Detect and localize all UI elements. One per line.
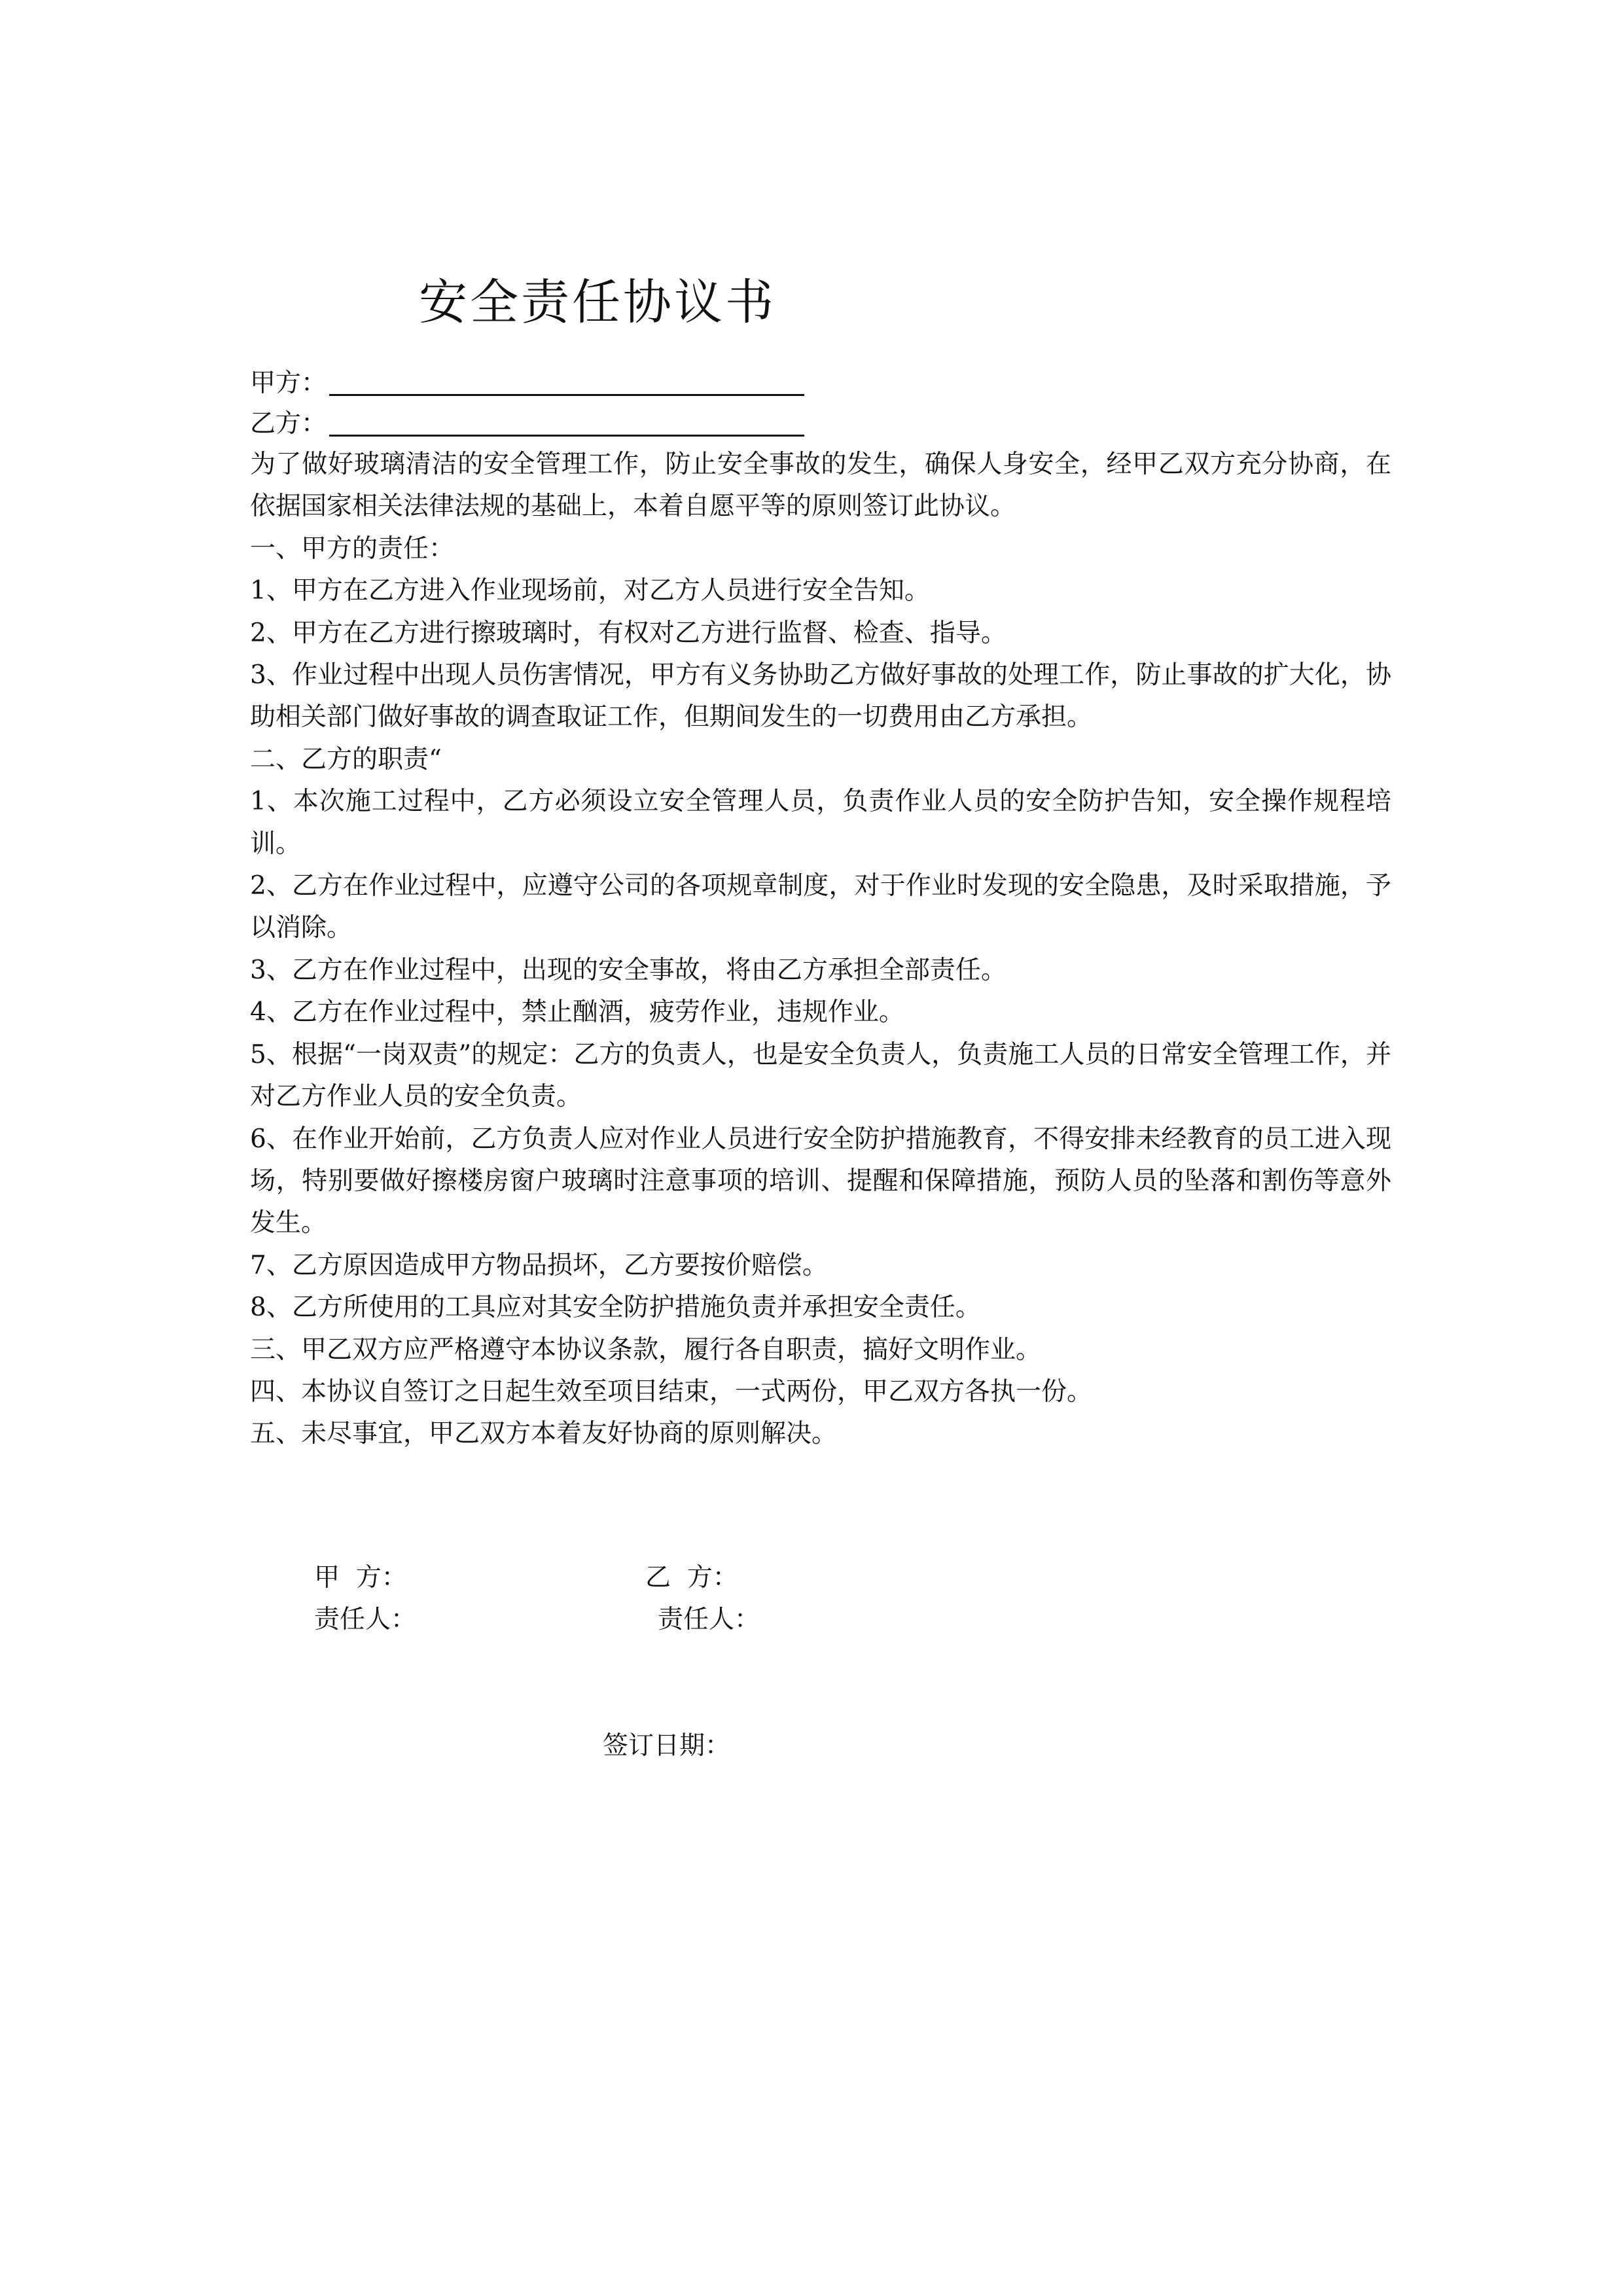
clause-b-7: 7、乙方原因造成甲方物品损坏，乙方要按价赔偿。 [250,1250,828,1280]
signing-date: 签订日期： [603,1731,731,1761]
party-a-label: 甲方： [250,368,327,398]
party-b-blank [329,406,804,437]
section-heading-party-a: 一、甲方的责任： [250,533,455,564]
clause-b-2: 2、乙方在作业过程中，应遵守公司的各项规章制度，对于作业时发现的安全隐患，及时采取措施，予以消除。 [250,871,1391,943]
clause-b-8: 8、乙方所使用的工具应对其安全防护措施负责并承担安全责任。 [250,1293,981,1323]
clause-b-3: 3、乙方在作业过程中，出现的安全事故，将由乙方承担全部责任。 [250,955,1007,985]
preamble-paragraph: 为了做好玻璃清洁的安全管理工作，防止安全事故的发生，确保人身安全，经甲乙双方充分协商，在依据国家相关法律法规的基础上，本着自愿平等的原则签订此协议。 [250,450,1391,522]
signature-party-b: 乙 方： [645,1563,738,1592]
party-b-label: 乙方： [250,409,327,439]
section-heading-party-b: 二、乙方的职责“ [250,744,442,774]
signature-person-b: 责任人： [658,1605,760,1634]
document-title: 安全责任协议书 [419,274,776,331]
party-a-line [250,365,804,396]
section-five: 五、未尽事宜，甲乙双方本着友好协商的原则解决。 [250,1419,838,1449]
clause-a-3: 3、作业过程中出现人员伤害情况，甲方有义务协助乙方做好事故的处理工作，防止事故的扩大化，协助相关部门做好事故的调查取证工作，但期间发生的一切费用由乙方承担。 [250,660,1391,732]
section-four: 四、本协议自签订之日起生效至项目结束，一式两份，甲乙双方各执一份。 [250,1376,1093,1407]
clause-b-6: 6、在作业开始前，乙方负责人应对作业人员进行安全防护措施教育，不得安排未经教育的员工进入现场，特别要做好擦楼房窗户玻璃时注意事项的培训、提醒和保障措施，预防人员的坠落和割伤等意外发生。 [250,1124,1391,1238]
party-a-blank [329,365,804,396]
party-b-line [250,406,804,437]
clause-b-1: 1、本次施工过程中，乙方必须设立安全管理人员，负责作业人员的安全防护告知，安全操作规程培训。 [250,787,1391,859]
clause-b-5: 5、根据“一岗双责”的规定：乙方的负责人，也是安全负责人，负责施工人员的日常安全管理工作，并对乙方作业人员的安全负责。 [250,1039,1391,1112]
signature-person-a: 责任人： [314,1605,417,1634]
clause-a-1: 1、甲方在乙方进入作业现场前，对乙方人员进行安全告知。 [250,576,930,606]
section-three: 三、甲乙双方应严格遵守本协议条款，履行各自职责，搞好文明作业。 [250,1335,1042,1365]
clause-a-2: 2、甲方在乙方进行擦玻璃时，有权对乙方进行监督、检查、指导。 [250,618,1007,648]
signature-party-a: 甲 方： [314,1563,407,1592]
agreement-body [250,444,1391,1456]
clause-b-4: 4、乙方在作业过程中，禁止酗酒，疲劳作业，违规作业。 [250,997,904,1028]
